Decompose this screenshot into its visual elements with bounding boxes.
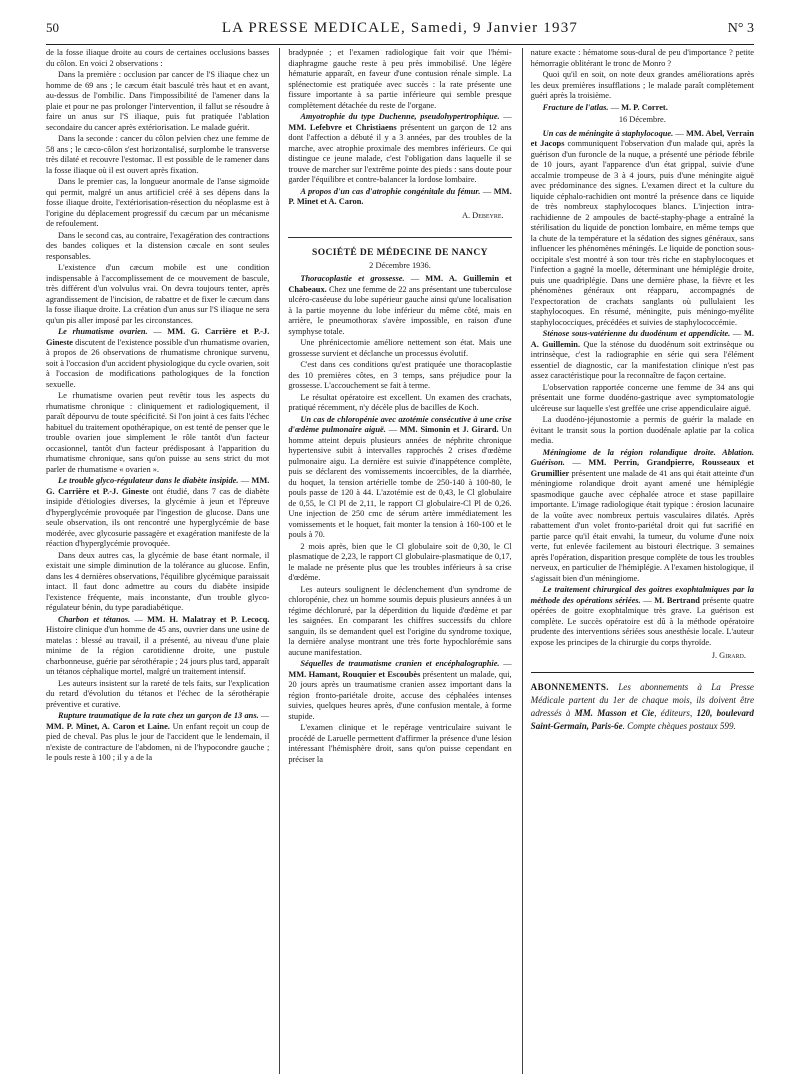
body-paragraph: nature exacte : hématome sous-dural de peu d'importance ? petite hémorragie oblitérant le tronc de Monro ? (530, 48, 754, 68)
article-paragraph: Un cas de méningite à staphylocoque. — MM. Abel, Verrain et Jacops communiquent l'observation d'un malade qui, après la guérison d'un furoncle de la nuque, a présenté une période fébrile de 10 jours, ayant l'apparence d'un état grippal, suivie d'une accalmie trompeuse de 3 à 4 jours, puis d'une méningite aiguë avec prédominance des signes. L'examen direct et la culture du liquide céphalo-rachidien ont montré la présence dans ce liquide de très nombreux staphylocoques blancs. L'injection intra-rachidienne de 2 ampoules de bacté-staphy-phage a entraîné la stérilisation du liquide de ponction lombaire, en même temps que la chute de la température et la sédation des signes généraux, sans influencer les phénomènes méningés. Le liquide de ponction sous-occipitale s'est montré à son tour très riche en staphylocoques et l'infection a gagné la moelle, déterminant une hémiplégie droite, puis une quadriplégie. Dans une dernière phase, la fièvre et les phénomènes généraux ont réapparu, accompagnés de l'expectoration de crachats sanglants où pullulaient les staphylocoques. En résumé, méningite, puis méningo-myélite staphylococciques, précédées et suivies de staphylococcémie. (530, 128, 754, 327)
body-paragraph: C'est dans ces conditions qu'est pratiquée une thoracoplastie des 10 premières côtes, en 3 temps, sans préjudice pour la grossesse. L'accouchement se fait à terme. (288, 360, 512, 390)
article-paragraph: Un cas de chloropénie avec azotémie consécutive à une crise d'œdème pulmonaire aiguë. — MM. Simonin et J. Girard. Un homme atteint depuis plusieurs années de néphrite chronique hypertensive subit à intervalles rapprochés 2 crises d'œdème pulmonaire aigu. La dernière est suivie d'inappétence complète, puis se déclarent des vomissements incoercibles, de la diarrhée, du hoquet, la tension artérielle tombe de 250-140 à 100-80, le pouls passe de 120 à 44. L'azotémie est de 0,43, le Cl globulaire de 0,55, le Cl Pl de 2,11, le rapport Cl globulaire-Cl Pl de 0,26. Une injection de 250 cmc de sérum artère immédiatement les vomissements et le hoquet, fait monter la tension à 160-100 et le pouls à 70. (288, 414, 512, 539)
article-authors: MM. Lefebvre et Christiaens (288, 122, 397, 132)
body-paragraph: Le rhumatisme ovarien peut revêtir tous les aspects du rhumatisme chronique : cliniquement et radiologiquement, il paraît dépourvu de toute spécificité. Si l'on joint à ces faits l'échec habituel du traitement opothérapique, on est tenté de penser que le trouble ovarien joue simplement le rôle tantôt d'un facteur occasionnel, tantôt d'un facteur prédisposant à l'apparition du rhumatisme chronique, sans qu'on puisse au sens strict du mot parler de rhumatisme « ovarien ». (46, 391, 270, 474)
article-title: A propos d'un cas d'atrophie congénitale du fémur. (300, 186, 481, 196)
body-paragraph: Quoi qu'il en soit, on note deux grandes améliorations après les deux premières insufflations ; le malade paraît complètement guéri après la troisième. (530, 70, 754, 100)
body-paragraph: Les auteurs soulignent le déclenchement d'un syndrome de chloropénie, chez un homme soumis depuis plusieurs années à un régime déchloruré, par la déperdition du liquide d'œdème et par les saignées. En comparant les chiffres successifs du chlore sanguin, ils se demandent quel est l'origine du syndrome toxique, la dernière analyse montrant une très forte hypochlorémie sans aucune manifestation. (288, 584, 512, 657)
body-paragraph: Dans le premier cas, la longueur anormale de l'anse sigmoïde qui permit, malgré un anus artificiel créé à ses dépens dans la fosse iliaque droite, l'extériorisation-résection du néoplasme est à l'origine du déplacement progressif du cæcum par un mécanisme de refoulement. (46, 177, 270, 228)
body-paragraph: Les auteurs insistent sur la rareté de tels faits, sur l'explication du retard d'évolution du tétanos et l'échec de la sérothérapie préventive et curative. (46, 678, 270, 709)
article-title: Un cas de chloropénie avec azotémie consécutive à une crise d'œdème pulmonaire aiguë. (288, 414, 512, 434)
body-paragraph: 2 mois après, bien que le Cl globulaire soit de 0,30, le Cl plasmatique de 2,23, le rapport Cl globulaire-plasmatique de 0,17, le malade ne présente plus que les troubles inférieurs à sa crise d'œdème. (288, 541, 512, 582)
article-paragraph: Séquelles de traumatisme cranien et encéphalographie. — MM. Hamant, Rouquier et Escoubès présentent un malade, qui, 20 jours après un traumatisme cranien assez important dans la région fronto-pariétale droite, accuse des céphalées intenses suivies, quelques heures après, d'une confusion mentale, à forme stupide. (288, 659, 512, 721)
article-paragraph: Charbon et tétanos. — MM. H. Malatray et P. Lecocq. Histoire clinique d'un homme de 45 ans, ouvrier dans une usine de matelas : blessé au travail, il a présenté, au niveau d'une plaie minime de la région carotidienne droite, une pustule charbonneuse, guérie par sérothérapie ; 24 jours plus tard, apparaît un tétanos céphalique mortel, malgré un traitement intensif. (46, 614, 270, 676)
body-paragraph: Dans la première : occlusion par cancer de l'S iliaque chez un homme de 69 ans ; le cæcum était basculé très haut et en avant, au-dessus de l'ombilic. Dans l'impossibilité de l'amener dans la plaie et pour ne pas prolonger l'intervention, il fallut se résoudre à faire un anus sur l'S iliaque, puis fut pratiquée l'ablation secondaire du cancer après extériorisation. Le malade guérit. (46, 70, 270, 132)
subscription-text-3: . Compte chèques postaux 599. (622, 720, 736, 731)
page-number: 50 (46, 20, 59, 35)
body-paragraph: Une phrénicectomie améliore nettement son état. Mais une grossesse survient et déclanche un processus évolutif. (288, 338, 512, 358)
article-title: Méningiome de la région rolandique droite. Ablation. Guérison. (530, 447, 754, 467)
column-right (522, 48, 754, 1074)
article-paragraph: Fracture de l'atlas. — M. P. Corret. (542, 102, 668, 112)
article-authors: MM. H. Malatray et P. Lecocq. (147, 614, 270, 624)
article-paragraph: A propos d'un cas d'atrophie congénitale du fémur. — MM. P. Minet et A. Caron. (288, 186, 512, 206)
article-authors: MM. G. Carrière et P.-J. Gineste (46, 327, 270, 347)
article-paragraph: Amyotrophie du type Duchenne, pseudohypertrophique. — MM. Lefebvre et Christiaens présentent un garçon de 12 ans dont l'affection a débuté il y a 3 années, par des troubles de la marche, avec atrophie proximale des membres inférieurs. Ce qui distingue ce jeune malade, c'est l'obligation dans laquelle il se trouve de marcher sur l'extrême pointe des pieds : sans doute pour garder l'équilibre et contre-balancer la lordose lombaire. (288, 112, 512, 184)
session-date: 16 Décembre. (618, 115, 666, 124)
article-title: Un cas de méningite à staphylocoque. (542, 128, 674, 138)
article-body: Que la sténose du duodénum soit extrinsèque ou intrinsèque, c'est la radiographie en série qui sera l'élément essentiel de diagnostic, car la manifestation clinique n'est pas assez caractéristique pour la reconnaître de façon certaine. (530, 339, 754, 380)
article-authors: MM. Abel, Verrain et Jacops (530, 128, 754, 148)
article-paragraph: Le traitement chirurgical des goitres exophtalmiques par la méthode des opérations sériées. — M. Bertrand présente quatre opérées de goitre exophtalmique très grave. La guérison est complète. Le succès opératoire est dû à la méthode opératoire prudente des interventions sériées sous anesthésie locale. L'auteur expose les principes de la chirurgie du corps thyroïde. (530, 585, 754, 647)
article-authors: M. A. Guillemin. (530, 329, 754, 349)
article-body: présentent une malade de 41 ans qui était atteinte d'un méningiome rolandique droit ayant amené une hémiplégie spasmodique gauche avec céphalée atroce et stase papillaire importante. L'image radiologique était typique : érosion lacunaire de la voûte avec nombreux pertuis vasculaires dilatés. Après rabattement d'un volet fronto-pariétal droit qui fut sacrifié en partie parce qu'il était envahi, la tumeur, du volume d'une noix verte, fut enlevée facilement au bistouri électrique. 3 semaines après l'opération, disparition presque complète de tous les troubles nerveux, en particulier de l'hémiplégie. A l'examen histologique, il s'agissait bien d'un méningiome. (530, 468, 754, 583)
body-paragraph: L'examen clinique et le repérage ventriculaire suivant le procédé de Laruelle permettent d'affirmer la présence d'une lésion intéressant l'hémisphère droit, sans qu'on puisse cependant en préciser la (288, 723, 512, 764)
article-title: Charbon et tétanos. (58, 614, 131, 624)
subscription-text-2: , éditeurs, (654, 707, 697, 718)
header-rule (46, 44, 754, 45)
article-paragraph: Méningiome de la région rolandique droite. Ablation. Guérison. — MM. Perrin, Grandpierre, Rousseaux et Grumillier présentent une malade de 41 ans qui était atteinte d'un méningiome rolandique droit ayant amené une hémiplégie spasmodique gauche avec céphalée atroce et stase papillaire importante. L'image radiologique était typique : érosion lacunaire de la voûte avec nombreux pertuis vasculaires dilatés. Après rabattement d'un volet fronto-pariétal droit qui fut sacrifié en partie parce qu'il était envahi, la tumeur, du volume d'une noix verte, fut enlevée facilement au bistouri électrique. 3 semaines après l'opération, disparition presque complète de tous les troubles nerveux, en particulier de l'hémiplégie. A l'examen histologique, il s'agissait bien d'un méningiome. (530, 447, 754, 583)
article-paragraph: Le rhumatisme ovarien. — MM. G. Carrière et P.-J. Gineste discutent de l'existence possible d'un rhumatisme ovarien, à propos de 26 observations de rhumatisme chronique survenu, soit à l'occasion d'un accident physiologique du cycle ovarien, soit à l'occasion de modifications pathologiques de la fonction sexuelle. (46, 327, 270, 389)
article-paragraph: Sténose sous-vatérienne du duodénum et appendicite. — M. A. Guillemin. Que la sténose du duodénum soit extrinsèque ou intrinsèque, c'est la radiographie en série qui sera l'élément essentiel de diagnostic, car la manifestation clinique n'est pas assez caractéristique pour la reconnaître de façon certaine. (530, 329, 754, 380)
article-body: présentent un malade, qui, 20 jours après un traumatisme cranien assez important dans la région fronto-pariétale droite, accuse des céphalées intenses suivies, quelques heures après, d'une confusion mentale, à forme stupide. (288, 669, 512, 721)
article-title: Séquelles de traumatisme cranien et encéphalographie. (300, 659, 500, 668)
journal-title: LA PRESSE MEDICALE, Samedi, 9 Janvier 1937 (221, 20, 579, 36)
article-body: Un enfant reçoit un coup de pied de cheval. Pas plus le jour de l'accident que le lendemain, il n'existe de contracture de l'abdomen, ni de l'hypocondre gauche ; le pouls reste à 100 ; il y a de la (46, 721, 270, 762)
article-authors: MM. P. Minet et A. Caron. (288, 186, 512, 206)
body-paragraph: Dans la seconde : cancer du côlon pelvien chez une femme de 58 ans ; le cæco-côlon s'est horizontalisé, surplombe le transverse très dilaté et recouvre l'estomac. Il est possible de le ramener dans la fosse iliaque où il est ouvert après fixation. (46, 134, 270, 175)
article-authors: M. Bertrand (654, 595, 700, 605)
session-date: 2 Décembre 1936. (369, 260, 431, 270)
subscription-notice (531, 672, 754, 733)
body-paragraph: L'observation rapportée concerne une femme de 34 ans qui présentait une forme duodéno-gastrique avec symptomatologie ulcéreuse sur laquelle s'est greffée une crise appendiculaire aiguë. (530, 382, 754, 413)
article-body: présente quatre opérées de goitre exophtalmique très grave. La guérison est complète. Le succès opératoire est dû à la méthode opératoire prudente des interventions sériées sous anesthésie locale. L'auteur expose les principes de la chirurgie du corps thyroïde. (530, 595, 754, 647)
article-body: discutent de l'existence possible d'un rhumatisme ovarien, à propos de 26 observations de rhumatisme chronique survenu, soit à l'occasion d'un accident physiologique du cycle ovarien, soit à l'occasion de modifications pathologiques de la fonction sexuelle. (46, 337, 270, 389)
column-left (46, 48, 269, 1074)
article-paragraph: Thoracoplastie et grossesse. — MM. A. Guillemin et Chabeaux. Chez une femme de 22 ans présentant une tuberculose ulcéro-caséeuse du lobe supérieur gauche ainsi qu'une localisation à la partie moyenne du lobe inférieur du même côté, mais en arrière, le pneumothorax s'avère impossible, en raison d'une symphyse totale. (288, 274, 512, 336)
body-paragraph: Dans deux autres cas, la glycémie de base étant normale, il existait une simple diminution de la tolérance au glucose. Enfin, dans les 4 dernières observations, l'équilibre glycémique paraissait intact. Il faut donc admettre au cours du diabète insipide l'existence fréquente, mais inconstante, d'un trouble glyco-régulateur bénin, du type paradiabétique. (46, 550, 270, 612)
issue-number: N° 3 (727, 21, 754, 36)
article-title: Le rhumatisme ovarien. (58, 327, 148, 336)
article-title: Le trouble glyco-régulateur dans le diabète insipide. (58, 476, 239, 485)
article-paragraph: Le trouble glyco-régulateur dans le diabète insipide. — MM. G. Carrière et P.-J. Gineste ont étudié, dans 7 cas de diabète insipide d'étiologies diverses, la glycémie à jeun et l'épreuve d'hyperglycémie provoquée par l'ingestion de glucose. Dans une seule observation, ils ont rencontré une hyperglycémie de base modérée, avec glycosurie passagère et exagération manifeste de la réaction d'hyperglycémie provoquée. (46, 476, 270, 548)
article-authors: M. P. Corret. (621, 102, 668, 112)
text-columns (46, 48, 754, 1074)
page-header (46, 20, 754, 42)
article-title: Le traitement chirurgical des goitres exophtalmiques par la méthode des opérations sériées. (530, 585, 754, 605)
body-paragraph: Le résultat opératoire est excellent. Un examen des crachats, pratiqué récemment, n'y décèle plus de bacilles de Koch. (288, 392, 512, 412)
signature: A. Debeyre. (461, 210, 504, 220)
signature: J. Girard. (711, 651, 746, 660)
body-paragraph: La duodéno-jéjunostomie a permis de guérir la malade en évitant le transit sous la portion duodénale aplatie par la colica media. (530, 415, 754, 445)
article-body: ont étudié, dans 7 cas de diabète insipide d'étiologies diverses, la glycémie à jeun et l'épreuve d'hyperglycémie provoquée par l'ingestion de glucose. Dans une seule observation, ils ont rencontré une hyperglycémie de base modérée, avec glycosurie passagère et exagération manifeste de la réaction d'hyperglycémie provoquée. (46, 486, 270, 548)
society-heading: SOCIÉTÉ DE MÉDECINE DE NANCY (288, 237, 511, 259)
body-paragraph: bradypnée ; et l'examen radiologique fait voir que l'hémi-diaphragme gauche reste à peu près immobilisé. Une légère hématurie apparaît, en faveur d'une contusion rénale simple. La splénectomie est pratiquée avec succès : la rate présente une fissure importante à sa partie inférieure qui semble presque complètement détachée du reste de l'organe. (288, 48, 512, 110)
subscription-text-1: Les abonnements à La Presse Médicale partent du 1er de chaque mois, ils doivent être adressés à (530, 681, 754, 718)
article-body: présentent un garçon de 12 ans dont l'affection a débuté il y a 3 années, par des troubles de la marche, avec atrophie proximale des membres inférieurs. Ce qui distingue ce jeune malade, c'est l'obligation dans laquelle il se trouve de marcher sur l'extrême pointe des pieds : sans doute pour garder l'équilibre et contre-balancer la lordose lombaire. (288, 122, 512, 184)
column-right-body (531, 48, 754, 662)
article-body: communiquent l'observation d'un malade qui, après la guérison d'un furoncle de la nuque, a présenté une période fébrile de 10 jours, ayant l'apparence d'un état grippal, suivie d'une accalmie trompeuse de 3 à 4 jours, puis d'une méningite aiguë avec prédominance des signes. L'examen direct et la culture du liquide céphalo-rachidien ont montré la présence dans ce liquide de très nombreux staphylocoques blancs. L'injection intra-rachidienne de 2 ampoules de bacté-staphy-phage a entraîné la stérilisation du liquide de ponction lombaire, en même temps que la chute de la température et la sédation des signes généraux, sans influencer les phénomènes méningés. Le liquide de ponction sous-occipitale s'est montré à son tour très riche en staphylocoques et l'infection a gagné la moelle, déterminant une hémiplégie droite, puis une quadriplégie. Dans une dernière phase, la fièvre et les phénomènes généraux ont réapparu, accompagnés de l'expectoration de crachats sanglants où pullulaient les staphylocoques. En résumé, méningite, puis méningo-myélite staphylococciques, précédées et suivies de staphylococcémie. (530, 139, 754, 327)
article-authors: MM. P. Minet, A. Caron et Laine. (46, 721, 170, 731)
body-paragraph: de la fosse iliaque droite au cours de certaines occlusions basses du côlon. En voici 2 observations : (46, 48, 270, 68)
article-authors: MM. Simonin et J. Girard. (399, 425, 499, 434)
article-body: Chez une femme de 22 ans présentant une tuberculose ulcéro-caséeuse du lobe supérieur gauche ainsi qu'une localisation à la partie moyenne du lobe inférieur du même côté, mais en arrière, le pneumothorax s'avère impossible, en raison d'une symphyse totale. (288, 284, 512, 336)
article-title: Thoracoplastie et grossesse. (300, 274, 405, 283)
article-authors: MM. A. Guillemin et Chabeaux. (288, 274, 512, 294)
article-title: Fracture de l'atlas. (542, 102, 609, 112)
article-authors: MM. Perrin, Grandpierre, Rousseaux et Grumillier (530, 458, 754, 478)
article-body: Un homme atteint depuis plusieurs années de néphrite chronique hypertensive subit à intervalles rapprochés 2 crises d'œdème pulmonaire aigu. La dernière est suivie d'inappétence complète, puis se déclarent des vomissements incoercibles, de la diarrhée, du hoquet, la tension artérielle tombe de 250-140 à 100-80, le pouls passe de 120 à 44. L'azotémie est de 0,43, le Cl globulaire de 0,55, le Cl Pl de 2,11, le rapport Cl globulaire-Cl Pl de 0,26. Une injection de 250 cmc de sérum artère immédiatement les vomissements et le hoquet, fait monter la tension à 160-100 et le pouls à 70. (288, 425, 512, 539)
article-authors: MM. G. Carrière et P.-J. Gineste (46, 476, 270, 496)
article-title: Sténose sous-vatérienne du duodénum et appendicite. (542, 329, 731, 338)
article-body: Histoire clinique d'un homme de 45 ans, ouvrier dans une usine de matelas : blessé au travail, il a présenté, au niveau d'une plaie minime de la région carotidienne droite, une pustule charbonneuse, guérie par sérothérapie ; 24 jours plus tard, apparaît un tétanos céphalique mortel, malgré un traitement intensif. (46, 625, 270, 676)
body-paragraph: L'existence d'un cæcum mobile est une condition indispensable à l'accomplissement de ce mouvement de bascule, très différent d'un volvulus vrai. On devra toujours tenter, après agrandissement de l'incision, de rabattre et de fixer le cæcum dans la fosse iliaque droite. La création d'un anus sur l'S iliaque ne sera qu'un pis aller imposé par les circonstances. (46, 263, 270, 325)
column-middle (279, 48, 511, 1074)
article-paragraph: Rupture traumatique de la rate chez un garçon de 13 ans. — MM. P. Minet, A. Caron et Laine. Un enfant reçoit un coup de pied de cheval. Pas plus le jour de l'accident que le lendemain, il n'existe de contracture de l'abdomen, ni de l'hypocondre gauche ; le pouls reste à 100 ; il y a de la (46, 711, 270, 762)
subscription-publisher: MM. Masson et Cie (574, 707, 655, 718)
subscription-address: 120, boulevard Saint-Germain, Paris-6e (530, 707, 754, 731)
article-title: Amyotrophie du type Duchenne, pseudohypertrophique. (300, 112, 500, 121)
article-title: Rupture traumatique de la rate chez un garçon de 13 ans. (58, 711, 259, 720)
subscription-heading: ABONNEMENTS. (530, 681, 609, 692)
body-paragraph: Dans le second cas, au contraire, l'exagération des contractions des bandes coliques et la distension cæcale en sont seules responsables. (46, 230, 270, 261)
article-authors: MM. Hamant, Rouquier et Escoubès (288, 669, 421, 679)
